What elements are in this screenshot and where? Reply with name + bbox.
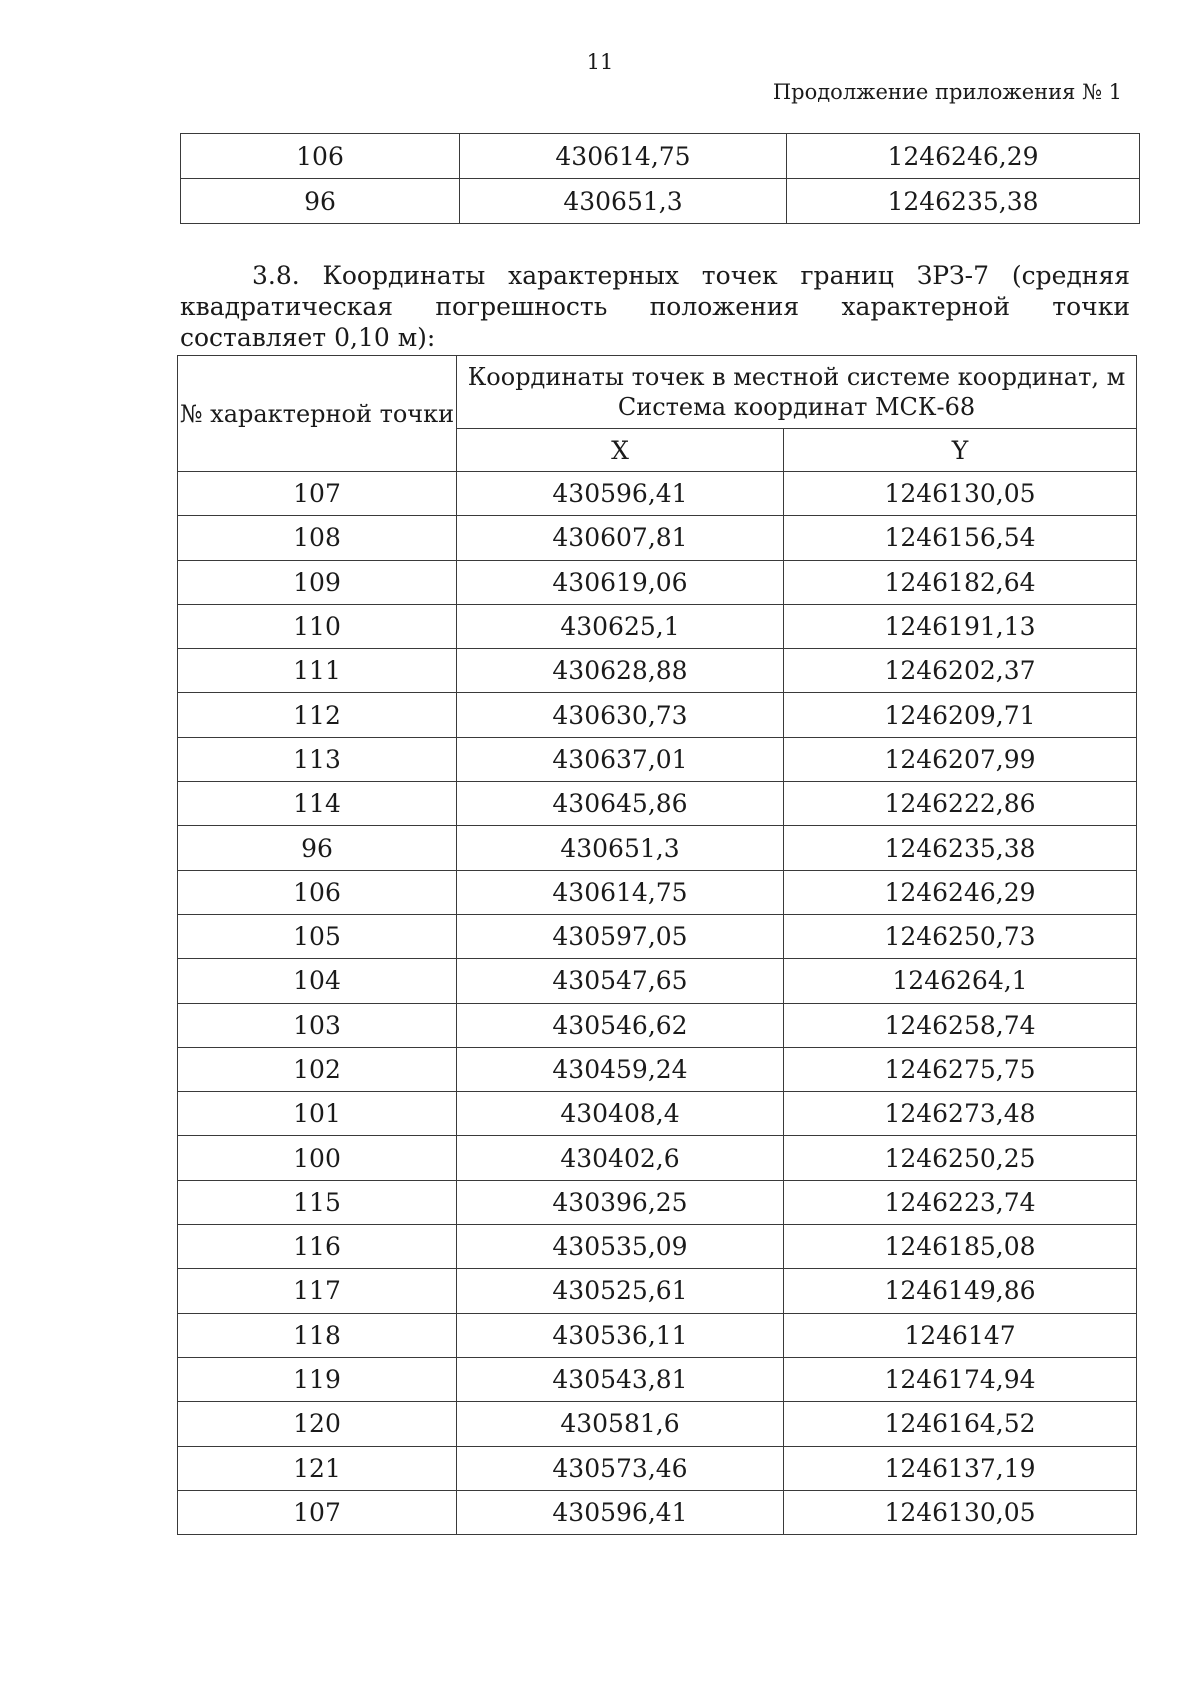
coordinates-table-body bbox=[178, 472, 1137, 1535]
table-row bbox=[178, 1357, 1137, 1401]
y-coordinate-cell: 1246207,99 bbox=[784, 737, 1137, 781]
table-row bbox=[178, 1313, 1137, 1357]
point-number-cell: 109 bbox=[178, 560, 457, 604]
x-coordinate-cell: 430651,3 bbox=[460, 179, 787, 224]
table-row bbox=[178, 737, 1137, 781]
point-number-cell: 111 bbox=[178, 649, 457, 693]
system-header-label: Система координат МСК-68 bbox=[617, 393, 976, 421]
table-row bbox=[178, 1402, 1137, 1446]
point-number-cell: 102 bbox=[178, 1047, 457, 1091]
point-number-cell: 103 bbox=[178, 1003, 457, 1047]
x-coordinate-cell: 430596,41 bbox=[457, 1490, 784, 1534]
point-number-cell: 116 bbox=[178, 1225, 457, 1269]
table-row bbox=[178, 1269, 1137, 1313]
table-row bbox=[178, 782, 1137, 826]
y-coordinate-cell: 1246273,48 bbox=[784, 1092, 1137, 1136]
table-row bbox=[178, 1136, 1137, 1180]
y-coordinate-cell: 1246130,05 bbox=[784, 472, 1137, 516]
x-coordinate-cell: 430625,1 bbox=[457, 604, 784, 648]
point-number-cell: 121 bbox=[178, 1446, 457, 1490]
x-coordinate-cell: 430619,06 bbox=[457, 560, 784, 604]
coordinates-table-header bbox=[178, 356, 1137, 472]
x-coordinate-cell: 430651,3 bbox=[457, 826, 784, 870]
y-coordinate-cell: 1246235,38 bbox=[784, 826, 1137, 870]
top-table-body bbox=[181, 134, 1140, 224]
y-coordinate-cell: 1246149,86 bbox=[784, 1269, 1137, 1313]
x-coordinate-cell: 430546,62 bbox=[457, 1003, 784, 1047]
x-coordinate-cell: 430637,01 bbox=[457, 737, 784, 781]
x-coordinate-cell: 430536,11 bbox=[457, 1313, 784, 1357]
y-coordinate-cell: 1246264,1 bbox=[784, 959, 1137, 1003]
appendix-note: Продолжение приложения № 1 bbox=[772, 80, 1122, 104]
table-row bbox=[181, 179, 1140, 224]
table-row bbox=[178, 472, 1137, 516]
y-coordinate-cell: 1246191,13 bbox=[784, 604, 1137, 648]
table-row bbox=[178, 1047, 1137, 1091]
y-coordinate-cell: 1246246,29 bbox=[787, 134, 1140, 179]
top-coordinates-table bbox=[180, 133, 1140, 224]
x-coordinate-cell: 430573,46 bbox=[457, 1446, 784, 1490]
point-number-cell: 96 bbox=[178, 826, 457, 870]
y-coordinate-cell: 1246182,64 bbox=[784, 560, 1137, 604]
page-number: 11 bbox=[586, 50, 614, 74]
y-coordinate-cell: 1246174,94 bbox=[784, 1357, 1137, 1401]
y-coordinate-cell: 1246246,29 bbox=[784, 870, 1137, 914]
x-coordinate-cell: 430581,6 bbox=[457, 1402, 784, 1446]
y-coordinate-cell: 1246275,75 bbox=[784, 1047, 1137, 1091]
x-coordinate-cell: 430396,25 bbox=[457, 1180, 784, 1224]
point-number-cell: 112 bbox=[178, 693, 457, 737]
y-coordinate-cell: 1246202,37 bbox=[784, 649, 1137, 693]
y-coordinate-cell: 1246235,38 bbox=[787, 179, 1140, 224]
header-row bbox=[178, 356, 1137, 429]
point-number-cell: 101 bbox=[178, 1092, 457, 1136]
point-number-cell: 119 bbox=[178, 1357, 457, 1401]
x-coordinate-cell: 430628,88 bbox=[457, 649, 784, 693]
coordinates-system-header bbox=[457, 356, 1137, 429]
x-coordinate-cell: 430402,6 bbox=[457, 1136, 784, 1180]
table-row bbox=[178, 1490, 1137, 1534]
table-row bbox=[178, 1446, 1137, 1490]
table-row bbox=[178, 1003, 1137, 1047]
table-row bbox=[181, 134, 1140, 179]
point-number-cell: 117 bbox=[178, 1269, 457, 1313]
table-row bbox=[178, 914, 1137, 958]
point-number-cell: 115 bbox=[178, 1180, 457, 1224]
coordinates-header-label: Координаты точек в местной системе координат, м bbox=[467, 363, 1126, 391]
table-row bbox=[178, 516, 1137, 560]
point-number-cell: 100 bbox=[178, 1136, 457, 1180]
section-paragraph bbox=[180, 260, 1130, 353]
y-coordinate-cell: 1246222,86 bbox=[784, 782, 1137, 826]
y-coordinate-cell: 1246185,08 bbox=[784, 1225, 1137, 1269]
point-number-cell: 107 bbox=[178, 1490, 457, 1534]
x-coordinate-cell: 430525,61 bbox=[457, 1269, 784, 1313]
table-row bbox=[178, 693, 1137, 737]
x-coordinate-cell: 430459,24 bbox=[457, 1047, 784, 1091]
point-number-cell: 106 bbox=[181, 134, 460, 179]
table-row bbox=[178, 649, 1137, 693]
y-coordinate-cell: 1246137,19 bbox=[784, 1446, 1137, 1490]
table-row bbox=[178, 1092, 1137, 1136]
y-coordinate-cell: 1246250,73 bbox=[784, 914, 1137, 958]
table-row bbox=[178, 826, 1137, 870]
x-coordinate-cell: 430596,41 bbox=[457, 472, 784, 516]
point-number-cell: 105 bbox=[178, 914, 457, 958]
x-coordinate-cell: 430614,75 bbox=[460, 134, 787, 179]
point-number-cell: 120 bbox=[178, 1402, 457, 1446]
x-coordinate-cell: 430630,73 bbox=[457, 693, 784, 737]
point-number-cell: 108 bbox=[178, 516, 457, 560]
coordinates-table bbox=[177, 355, 1137, 1535]
x-coordinate-cell: 430408,4 bbox=[457, 1092, 784, 1136]
table-row bbox=[178, 560, 1137, 604]
y-column-header: Y bbox=[784, 429, 1137, 472]
x-coordinate-cell: 430597,05 bbox=[457, 914, 784, 958]
x-coordinate-cell: 430547,65 bbox=[457, 959, 784, 1003]
y-coordinate-cell: 1246164,52 bbox=[784, 1402, 1137, 1446]
table-row bbox=[178, 870, 1137, 914]
point-number-header: № характерной точки bbox=[178, 356, 457, 472]
x-column-header: X bbox=[457, 429, 784, 472]
x-coordinate-cell: 430645,86 bbox=[457, 782, 784, 826]
x-coordinate-cell: 430543,81 bbox=[457, 1357, 784, 1401]
y-coordinate-cell: 1246130,05 bbox=[784, 1490, 1137, 1534]
point-number-cell: 104 bbox=[178, 959, 457, 1003]
y-coordinate-cell: 1246258,74 bbox=[784, 1003, 1137, 1047]
x-coordinate-cell: 430614,75 bbox=[457, 870, 784, 914]
x-coordinate-cell: 430535,09 bbox=[457, 1225, 784, 1269]
point-number-cell: 110 bbox=[178, 604, 457, 648]
x-coordinate-cell: 430607,81 bbox=[457, 516, 784, 560]
point-number-cell: 113 bbox=[178, 737, 457, 781]
y-coordinate-cell: 1246250,25 bbox=[784, 1136, 1137, 1180]
table-row bbox=[178, 1225, 1137, 1269]
section-text: 3.8. Координаты характерных точек границ ЗРЗ-7 (средняя квадратическая погрешность положения характерной точки составляет 0,10 м): bbox=[180, 261, 1130, 352]
y-coordinate-cell: 1246223,74 bbox=[784, 1180, 1137, 1224]
table-row bbox=[178, 604, 1137, 648]
table-row bbox=[178, 1180, 1137, 1224]
point-number-cell: 118 bbox=[178, 1313, 457, 1357]
point-number-cell: 106 bbox=[178, 870, 457, 914]
y-coordinate-cell: 1246209,71 bbox=[784, 693, 1137, 737]
y-coordinate-cell: 1246147 bbox=[784, 1313, 1137, 1357]
point-number-cell: 107 bbox=[178, 472, 457, 516]
table-row bbox=[178, 959, 1137, 1003]
y-coordinate-cell: 1246156,54 bbox=[784, 516, 1137, 560]
point-number-cell: 96 bbox=[181, 179, 460, 224]
point-number-cell: 114 bbox=[178, 782, 457, 826]
